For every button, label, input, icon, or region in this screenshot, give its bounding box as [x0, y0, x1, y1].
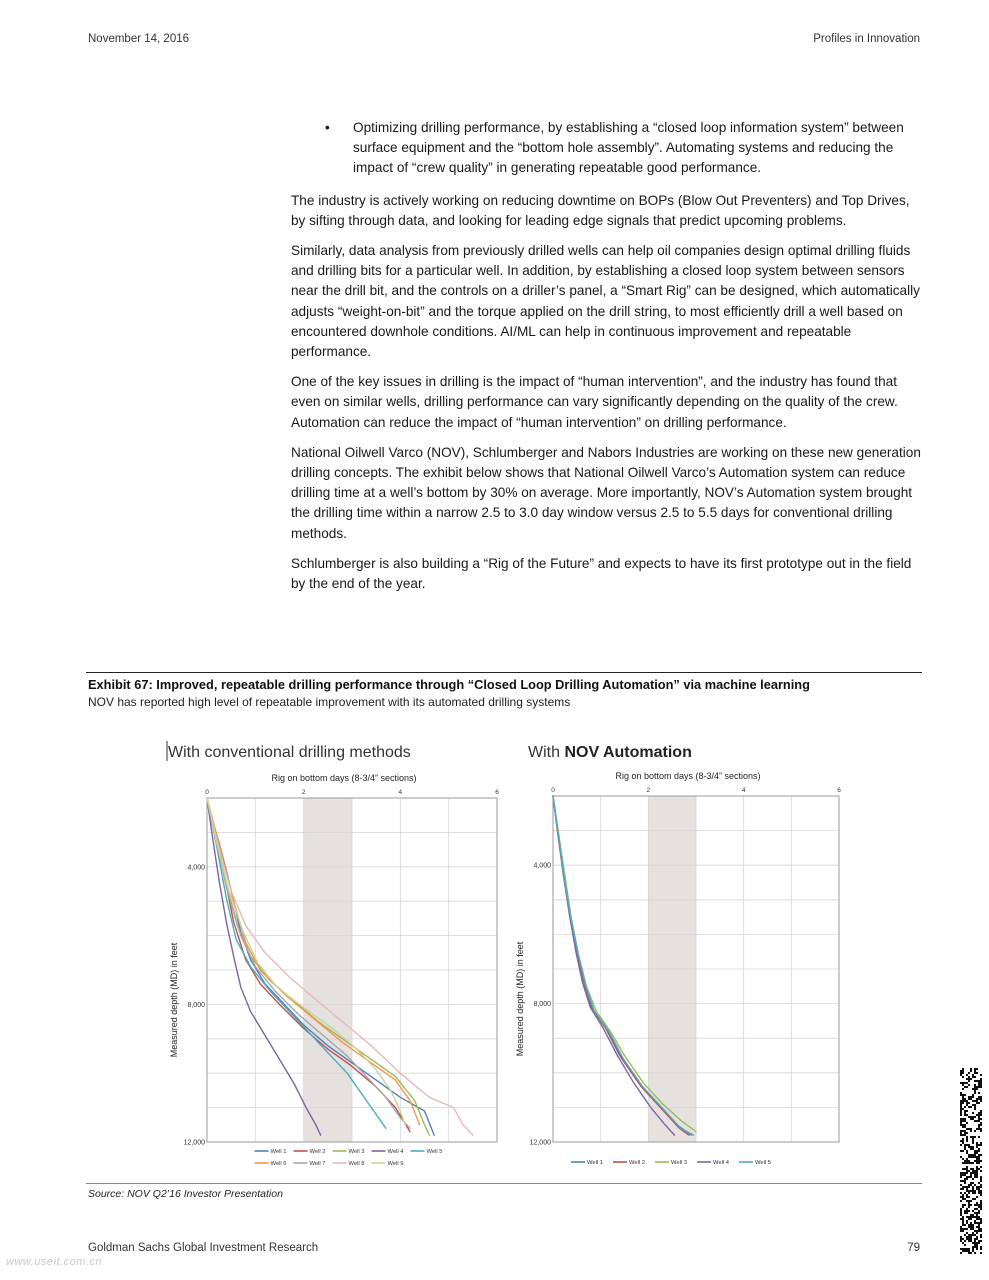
- y-tick-label: 8,000: [533, 1001, 551, 1009]
- chart-title: With conventional drilling methods: [168, 744, 411, 761]
- exhibit-title: Exhibit 67: Improved, repeatable drilling performance through “Closed Loop Drilling Automation” via machine learning: [88, 677, 810, 692]
- series-line: [207, 798, 386, 1128]
- x-axis-label: Rig on bottom days (8-3/4” sections): [271, 773, 417, 783]
- watermark: www.useit.com.cn: [6, 1256, 103, 1268]
- legend-label: Well 4: [713, 1160, 730, 1167]
- paragraph: Similarly, data analysis from previously drilled wells can help oil companies design optimal drilling fluids and drilling bits for a particular well. In addition, by establishing a closed loop system between sensors near the drill bit, and the controls on a driller’s panel, a “Smart Rig” can be designed, which automatically adjusts “weight-on-bit” and the torque applied on the drill string, to most efficiently drill a well based on encountered downhole conditions. AI/ML can help in continuous improvement and repeatable performance.: [291, 243, 920, 360]
- legend-label: Well 9: [387, 1161, 404, 1168]
- page-number: 79: [907, 1242, 920, 1254]
- legend-label: Well 6: [270, 1161, 287, 1168]
- legend-label: Well 1: [587, 1160, 604, 1167]
- y-tick-label: 4,000: [187, 864, 205, 872]
- legend-label: Well 5: [755, 1160, 772, 1167]
- source-rule: [86, 1183, 922, 1184]
- y-axis-label: Measured depth (MD) in feet: [515, 941, 525, 1057]
- header-series-title: Profiles in Innovation: [813, 33, 920, 45]
- x-tick-label: 4: [398, 789, 403, 796]
- legend-label: Well 5: [426, 1149, 443, 1156]
- paragraph: One of the key issues in drilling is the impact of “human intervention”, and the industry has found that even on similar wells, drilling performance can vary significantly depending on the quality of the crew. Automation can reduce the impact of “human intervention” on drilling performance.: [291, 374, 898, 430]
- x-tick-label: 6: [837, 787, 841, 794]
- paragraph: Schlumberger is also building a “Rig of the Future” and expects to have its first prototype out in the field by the end of the year.: [291, 555, 912, 592]
- footer-publisher: Goldman Sachs Global Investment Research: [88, 1242, 319, 1254]
- y-tick-label: 8,000: [187, 1001, 205, 1009]
- chart-title: With NOV Automation: [528, 744, 692, 761]
- x-tick-label: 0: [551, 787, 555, 794]
- bullet-dot-icon: •: [325, 120, 330, 135]
- legend-label: Well 1: [270, 1149, 287, 1156]
- bullet-text: Optimizing drilling performance, by establishing a “closed loop information system” between surface equipment and the “bottom hole assembly”. Automating systems and reducing the impact of “crew quality” in generating repeatable good performance.: [353, 120, 904, 176]
- y-tick-label: 4,000: [533, 862, 551, 870]
- y-axis-label: Measured depth (MD) in feet: [169, 942, 179, 1058]
- legend-label: Well 3: [671, 1160, 688, 1167]
- legend-label: Well 4: [387, 1149, 404, 1156]
- x-tick-label: 0: [205, 789, 209, 796]
- legend-label: Well 8: [348, 1161, 365, 1168]
- legend-label: Well 2: [309, 1149, 326, 1156]
- paragraph: The industry is actively working on reducing downtime on BOPs (Blow Out Preventers) and Top Drives, by sifting through data, and looking for leading edge signals that predict upcoming problems.: [291, 192, 910, 228]
- y-tick-label: 12,000: [183, 1139, 205, 1147]
- legend-label: Well 7: [309, 1161, 326, 1168]
- barcode-icon: [960, 1068, 982, 1254]
- x-axis-label: Rig on bottom days (8-3/4” sections): [615, 771, 761, 781]
- exhibit-subtitle: NOV has reported high level of repeatable improvement with its automated drilling systems: [88, 695, 571, 709]
- exhibit-source: Source: NOV Q2’16 Investor Presentation: [88, 1188, 283, 1200]
- x-tick-label: 4: [741, 787, 746, 794]
- legend-label: Well 3: [348, 1149, 365, 1156]
- header-date: November 14, 2016: [88, 33, 190, 45]
- x-tick-label: 6: [495, 789, 499, 796]
- y-tick-label: 12,000: [529, 1139, 551, 1147]
- legend-label: Well 2: [629, 1160, 646, 1167]
- paragraph: National Oilwell Varco (NOV), Schlumberger and Nabors Industries are working on these new generation drilling concepts. The exhibit below shows that National Oilwell Varco’s Automation system can reduce drilling time at a well’s bottom by 30% on average. More importantly, NOV’s Automation system brought the drilling time within a narrow 2.5 to 3.0 day window versus 2.5 to 5.5 days for conventional drilling methods.: [291, 444, 921, 541]
- x-tick-label: 2: [301, 789, 306, 796]
- x-tick-label: 2: [646, 787, 651, 794]
